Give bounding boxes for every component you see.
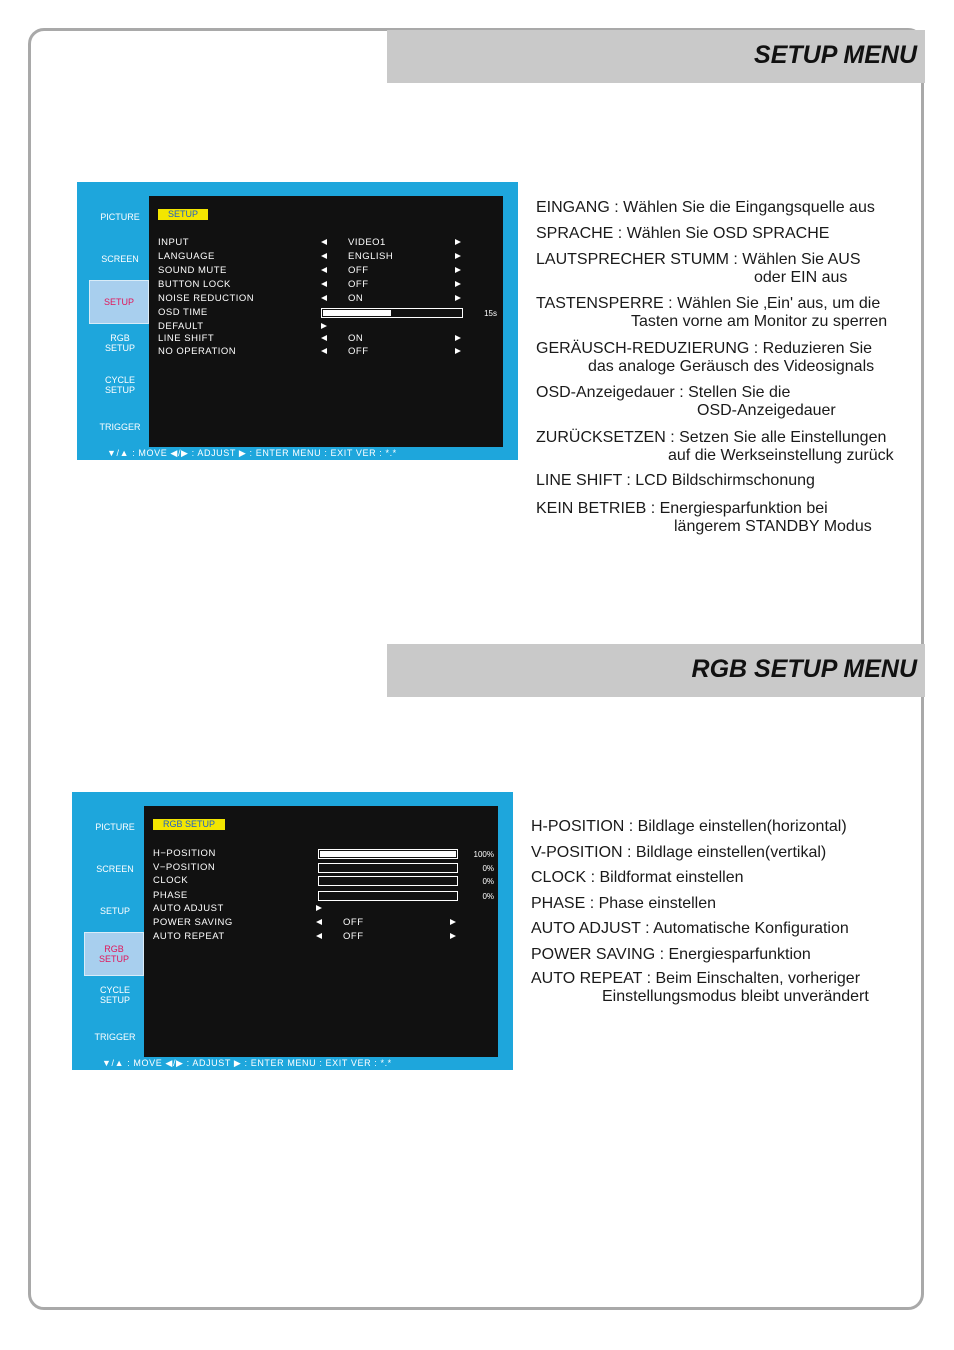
description-entry <box>531 946 811 964</box>
description-line: ZURÜCKSETZEN : Setzen Sie alle Einstellungen <box>536 429 887 446</box>
description-entry <box>536 384 836 420</box>
osd-menu-item-label[interactable]: PHASE <box>153 890 188 901</box>
arrow-left-icon[interactable] <box>316 933 322 939</box>
arrow-right-icon[interactable] <box>450 933 456 939</box>
description-line: AUTO ADJUST : Automatische Konfiguration <box>531 920 849 937</box>
arrow-right-icon[interactable] <box>450 919 456 925</box>
description-entry <box>536 251 861 287</box>
description-line: TASTENSPERRE : Wählen Sie ‚Ein' aus, um die <box>536 295 881 312</box>
arrow-right-icon[interactable] <box>455 253 461 259</box>
description-continuation: Tasten vorne am Monitor zu sperren <box>631 313 888 330</box>
osd-menu-item-label[interactable]: DEFAULT <box>158 321 204 332</box>
osd-slider-fill <box>320 851 456 857</box>
description-line: PHASE : Phase einstellen <box>531 895 716 912</box>
description-entry <box>536 340 874 376</box>
rgb-setup-osd-screenshot <box>72 792 513 1070</box>
osd-menu-item-value: VIDEO1 <box>348 237 386 248</box>
osd-sidebar-item[interactable]: RGB SETUP <box>104 333 135 353</box>
osd-menu-item-value: ENGLISH <box>348 251 394 262</box>
arrow-right-icon[interactable] <box>455 335 461 341</box>
osd-menu-item-label[interactable]: SOUND MUTE <box>158 265 227 276</box>
description-entry <box>536 199 875 217</box>
osd-slider-bar[interactable] <box>318 876 458 886</box>
description-line: V-POSITION : Bildlage einstellen(vertikal) <box>531 844 827 861</box>
osd-menu-item-label[interactable]: CLOCK <box>153 875 189 886</box>
osd-slider-bar[interactable] <box>318 863 458 873</box>
osd-slider-value: 0% <box>482 864 494 873</box>
osd-main-panel <box>149 196 503 447</box>
osd-slider-value: 0% <box>482 877 494 886</box>
description-continuation: OSD-Anzeigedauer <box>697 402 836 419</box>
description-continuation: Einstellungsmodus bleibt unverändert <box>602 988 869 1005</box>
setup-menu-title: SETUP MENU <box>754 41 917 69</box>
osd-slider-bar[interactable] <box>318 891 458 901</box>
osd-sidebar-item[interactable]: SETUP <box>99 906 130 916</box>
arrow-left-icon[interactable] <box>321 335 327 341</box>
arrow-right-icon[interactable] <box>455 281 461 287</box>
description-entry <box>536 225 829 243</box>
arrow-left-icon[interactable] <box>321 239 327 245</box>
description-entry <box>531 844 826 862</box>
arrow-left-icon[interactable] <box>321 281 327 287</box>
osd-sidebar-item[interactable]: SETUP <box>89 280 149 324</box>
osd-sidebar-item[interactable]: RGB SETUP <box>84 932 144 976</box>
osd-footer: ▼/▲ : MOVE ◀/▶ : ADJUST ▶ : ENTER MENU : EXIT VER : *.* <box>102 1058 392 1068</box>
osd-menu-item-label[interactable]: V−POSITION <box>153 862 216 873</box>
osd-sidebar-item[interactable]: SCREEN <box>96 864 134 874</box>
arrow-right-icon[interactable] <box>316 905 322 911</box>
osd-slider-fill <box>323 310 391 316</box>
osd-menu-item-value: ON <box>348 293 364 304</box>
rgb-setup-menu-banner <box>387 644 925 697</box>
description-continuation: auf die Werkseinstellung zurück <box>668 447 894 464</box>
description-entry <box>531 818 847 836</box>
osd-menu-item-label[interactable]: BUTTON LOCK <box>158 279 231 290</box>
osd-menu-item-label[interactable]: NO OPERATION <box>158 346 237 357</box>
osd-slider-bar[interactable] <box>318 849 458 859</box>
arrow-right-icon[interactable] <box>455 239 461 245</box>
osd-slider-value: 15s <box>484 309 497 318</box>
description-line: OSD-Anzeigedauer : Stellen Sie die <box>536 384 791 401</box>
description-line: GERÄUSCH-REDUZIERUNG : Reduzieren Sie <box>536 340 873 357</box>
description-line: EINGANG : Wählen Sie die Eingangsquelle aus <box>536 199 875 216</box>
osd-title: RGB SETUP <box>153 819 225 830</box>
arrow-left-icon[interactable] <box>321 295 327 301</box>
osd-sidebar-item[interactable]: CYCLE SETUP <box>99 985 130 1005</box>
osd-menu-item-value: OFF <box>348 279 369 290</box>
osd-menu-item-value: ON <box>348 333 364 344</box>
osd-menu-item-label[interactable]: LINE SHIFT <box>158 333 215 344</box>
description-entry <box>531 869 744 887</box>
description-entry <box>536 472 815 490</box>
osd-sidebar-item[interactable]: PICTURE <box>100 212 140 222</box>
description-entry <box>536 429 894 465</box>
osd-slider-value: 0% <box>482 892 494 901</box>
description-line: SPRACHE : Wählen Sie OSD SPRACHE <box>536 225 830 242</box>
description-entry <box>536 500 872 536</box>
description-entry <box>531 920 849 938</box>
osd-sidebar-item[interactable]: TRIGGER <box>99 422 141 432</box>
arrow-right-icon[interactable] <box>455 295 461 301</box>
osd-menu-item-value: OFF <box>348 346 369 357</box>
description-line: LAUTSPRECHER STUMM : Wählen Sie AUS <box>536 251 861 268</box>
osd-menu-item-label[interactable]: POWER SAVING <box>153 917 233 928</box>
arrow-left-icon[interactable] <box>321 253 327 259</box>
description-entry <box>536 295 887 331</box>
description-continuation: längerem STANDBY Modus <box>674 518 872 535</box>
osd-slider-bar[interactable] <box>321 308 463 318</box>
rgb-setup-menu-title: RGB SETUP MENU <box>691 655 917 683</box>
description-line: KEIN BETRIEB : Energiesparfunktion bei <box>536 500 828 517</box>
description-line: LINE SHIFT : LCD Bildschirmschonung <box>536 472 815 489</box>
description-continuation: das analoge Geräusch des Videosignals <box>588 358 875 375</box>
osd-menu-item-label[interactable]: H−POSITION <box>153 848 216 859</box>
arrow-left-icon[interactable] <box>321 348 327 354</box>
osd-sidebar-item[interactable]: PICTURE <box>95 822 135 832</box>
osd-menu-item-label[interactable]: AUTO REPEAT <box>153 931 225 942</box>
osd-menu-item-label[interactable]: OSD TIME <box>158 307 208 318</box>
description-line: CLOCK : Bildformat einstellen <box>531 869 744 886</box>
osd-menu-item-value: OFF <box>343 931 364 942</box>
osd-menu-item-value: OFF <box>348 265 369 276</box>
osd-main-panel <box>144 806 498 1057</box>
setup-osd-screenshot <box>77 182 518 460</box>
arrow-left-icon[interactable] <box>316 919 322 925</box>
osd-menu-item-label[interactable]: AUTO ADJUST <box>153 903 224 914</box>
osd-sidebar-item[interactable]: TRIGGER <box>94 1032 136 1042</box>
description-entry <box>531 970 869 1006</box>
setup-menu-banner <box>387 30 925 83</box>
arrow-right-icon[interactable] <box>321 323 327 329</box>
osd-sidebar-item[interactable]: CYCLE SETUP <box>104 375 135 395</box>
osd-menu-item-label[interactable]: NOISE REDUCTION <box>158 293 255 304</box>
osd-menu-item-label[interactable]: INPUT <box>158 237 189 248</box>
description-line: POWER SAVING : Energiesparfunktion <box>531 946 811 963</box>
description-entry <box>531 895 716 913</box>
arrow-right-icon[interactable] <box>455 348 461 354</box>
osd-sidebar-item[interactable]: SCREEN <box>101 254 139 264</box>
description-line: H-POSITION : Bildlage einstellen(horizontal) <box>531 818 847 835</box>
osd-footer: ▼/▲ : MOVE ◀/▶ : ADJUST ▶ : ENTER MENU : EXIT VER : *.* <box>107 448 397 458</box>
arrow-right-icon[interactable] <box>455 267 461 273</box>
description-line: AUTO REPEAT : Beim Einschalten, vorheriger <box>531 970 861 987</box>
osd-title: SETUP <box>158 209 208 220</box>
arrow-left-icon[interactable] <box>321 267 327 273</box>
osd-menu-item-label[interactable]: LANGUAGE <box>158 251 215 262</box>
osd-slider-value: 100% <box>473 850 494 859</box>
osd-menu-item-value: OFF <box>343 917 364 928</box>
description-continuation: oder EIN aus <box>754 269 848 286</box>
